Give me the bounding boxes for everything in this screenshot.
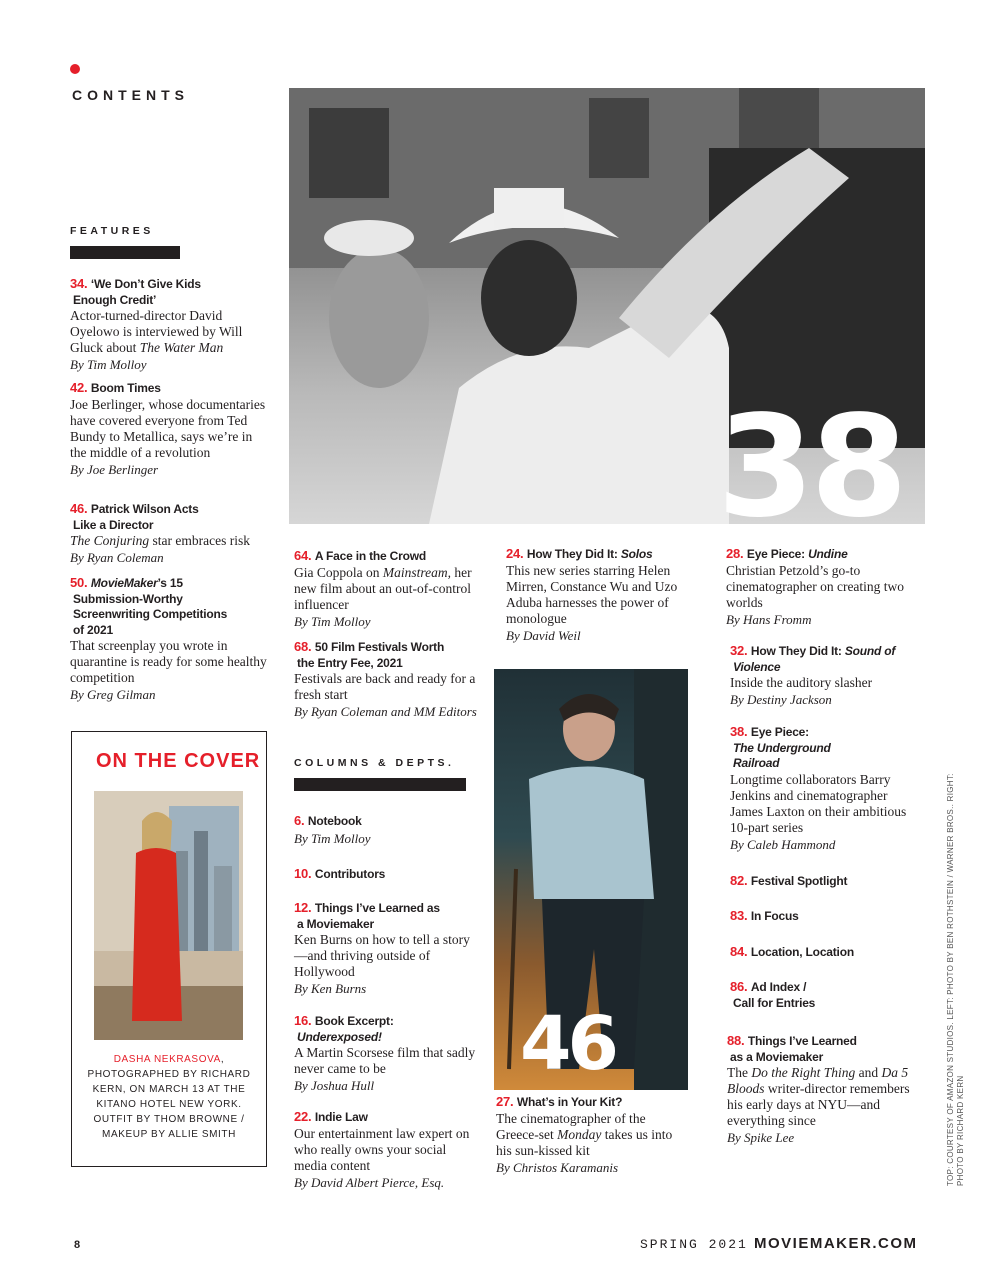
page-number-label: 46. bbox=[70, 501, 91, 516]
entry-title: How They Did It: Solos bbox=[526, 547, 653, 561]
entry-byline: By Greg Gilman bbox=[70, 687, 156, 702]
page-number-label: 50. bbox=[70, 575, 91, 590]
entry-title: Notebook bbox=[307, 814, 362, 828]
entry-byline: By David Albert Pierce, Esq. bbox=[294, 1174, 445, 1190]
entry-title: Book Excerpt: bbox=[314, 1014, 394, 1028]
dept-entry-88[interactable] bbox=[727, 1033, 917, 1146]
page-number-label: 32. bbox=[730, 643, 751, 658]
entry-title: Underexposed! bbox=[297, 1029, 382, 1044]
entry-title: Ad Index / bbox=[750, 980, 807, 994]
entry-byline: By Spike Lee bbox=[727, 1130, 795, 1145]
features-label: FEATURES bbox=[70, 225, 154, 237]
entry-byline: By Tim Molloy bbox=[294, 830, 371, 846]
entry-description: Christian Petzold’s go-to cinematographer on creating two worlds bbox=[726, 562, 905, 610]
entry-heading[interactable] bbox=[730, 908, 920, 925]
entry-title: What’s in Your Kit? bbox=[516, 1095, 623, 1109]
entry-byline: By Christos Karamanis bbox=[496, 1159, 619, 1175]
dept-entry-16[interactable] bbox=[294, 1013, 479, 1094]
dept-entry-6[interactable] bbox=[294, 813, 479, 847]
entry-description: Actor-turned-director David Oyelowo is interviewed by Will Gluck about The Water Man bbox=[70, 308, 243, 355]
page-number-label: 38. bbox=[730, 724, 751, 739]
cover-caption bbox=[82, 1052, 256, 1142]
page-number-label: 84. bbox=[730, 944, 751, 959]
entry-title: a Moviemaker bbox=[297, 916, 374, 931]
page-number: 8 bbox=[74, 1239, 81, 1251]
entry-heading[interactable] bbox=[730, 979, 920, 1011]
entry-heading[interactable] bbox=[70, 575, 270, 638]
page-number-label: 68. bbox=[294, 639, 315, 654]
entry-description: A Martin Scorsese film that sadly never came to be bbox=[294, 1045, 476, 1076]
entry-title: The Underground bbox=[733, 740, 831, 755]
entry-heading[interactable] bbox=[730, 643, 920, 675]
entry-title: Things I’ve Learned bbox=[747, 1034, 857, 1048]
entry-byline: By Hans Fromm bbox=[726, 611, 812, 627]
dept-entry-24[interactable] bbox=[506, 546, 696, 644]
entry-description: Longtime collaborators Barry Jenkins and cinematographer James Laxton on their ambitious 10-part series bbox=[730, 771, 907, 835]
entry-title: Patrick Wilson Acts bbox=[90, 502, 199, 516]
feature-photo-top[interactable] bbox=[289, 88, 925, 524]
entry-heading[interactable] bbox=[70, 380, 270, 397]
entry-title: ‘We Don’t Give Kids bbox=[90, 277, 201, 291]
entry-description: Gia Coppola on Mainstream, her new film about an out-of-control influencer bbox=[294, 564, 472, 612]
page-title: CONTENTS bbox=[72, 87, 189, 103]
page-number-label: 16. bbox=[294, 1013, 315, 1028]
entry-description: That screenplay you wrote in quarantine is ready for some healthy competition bbox=[70, 638, 267, 685]
entry-title: In Focus bbox=[750, 909, 799, 923]
page-number-label: 82. bbox=[730, 873, 751, 888]
page-number-label: 12. bbox=[294, 900, 315, 915]
entry-title: Contributors bbox=[314, 867, 386, 881]
entry-heading[interactable] bbox=[294, 813, 479, 830]
dept-entry-82[interactable] bbox=[730, 873, 920, 890]
entry-heading[interactable] bbox=[294, 900, 479, 932]
columns-bar bbox=[294, 778, 466, 791]
entry-byline: By Tim Molloy bbox=[70, 357, 147, 372]
entry-title: the Entry Fee, 2021 bbox=[297, 655, 403, 670]
entry-heading[interactable] bbox=[294, 866, 479, 883]
dept-entry-27[interactable] bbox=[496, 1094, 691, 1176]
entry-description: Ken Burns on how to tell a story—and thriving outside of Hollywood bbox=[294, 932, 470, 979]
site-link[interactable]: MOVIEMAKER.COM bbox=[754, 1235, 918, 1252]
page-number-label: 6. bbox=[294, 813, 308, 828]
on-the-cover-box bbox=[71, 731, 267, 1167]
entry-title: Location, Location bbox=[750, 945, 854, 959]
entry-byline: By Ryan Coleman and MM Editors bbox=[294, 704, 477, 719]
feature-entry-64[interactable] bbox=[294, 548, 479, 630]
entry-title: Call for Entries bbox=[733, 995, 816, 1010]
feature-entry-34[interactable] bbox=[70, 276, 270, 373]
feature-photo-middle[interactable] bbox=[494, 669, 688, 1090]
page-number-label: 10. bbox=[294, 866, 315, 881]
entry-description: Joe Berlinger, whose documentaries have covered everyone from Ted Bundy to Metallica, says we’re in the middle of a revolution bbox=[70, 396, 266, 460]
page-number-label: 42. bbox=[70, 380, 91, 395]
page-number-label: 27. bbox=[496, 1094, 517, 1109]
entry-heading[interactable] bbox=[496, 1094, 691, 1111]
entry-heading[interactable] bbox=[294, 1109, 479, 1126]
feature-entry-50[interactable] bbox=[70, 575, 270, 703]
entry-description: Our entertainment law expert on who really owns your social media content bbox=[294, 1125, 470, 1173]
entry-heading[interactable] bbox=[730, 944, 920, 961]
page-number-label: 88. bbox=[727, 1033, 748, 1048]
entry-byline: By Caleb Hammond bbox=[730, 836, 836, 852]
entry-byline: By Destiny Jackson bbox=[730, 692, 832, 707]
cover-title: ON THE COVER bbox=[96, 750, 261, 772]
page-number-label: 24. bbox=[506, 546, 527, 561]
entry-title: A Face in the Crowd bbox=[314, 549, 426, 563]
entry-title: Eye Piece: Undine bbox=[746, 547, 848, 561]
entry-heading[interactable] bbox=[727, 1033, 917, 1065]
entry-title: Indie Law bbox=[314, 1110, 368, 1124]
entry-heading[interactable] bbox=[294, 548, 479, 565]
entry-title: Like a Director bbox=[73, 517, 154, 532]
entry-byline: By Joe Berlinger bbox=[70, 461, 159, 477]
red-dot-icon bbox=[70, 64, 80, 74]
dept-entry-32[interactable] bbox=[730, 643, 920, 708]
entry-title: of 2021 bbox=[73, 622, 113, 637]
features-bar bbox=[70, 246, 180, 259]
entry-title: as a Moviemaker bbox=[730, 1049, 824, 1064]
entry-byline: By Tim Molloy bbox=[294, 613, 371, 629]
entry-heading[interactable] bbox=[294, 639, 479, 671]
dept-entry-86[interactable] bbox=[730, 979, 920, 1011]
dept-entry-38[interactable] bbox=[730, 724, 920, 853]
dept-entry-12[interactable] bbox=[294, 900, 479, 997]
cover-photo-illustration bbox=[94, 791, 243, 1040]
entry-title: MovieMaker’s 15 bbox=[90, 576, 183, 590]
entry-heading[interactable] bbox=[506, 546, 696, 563]
entry-title: Things I’ve Learned as bbox=[314, 901, 440, 915]
feature-entry-68[interactable] bbox=[294, 639, 479, 720]
entry-title: Enough Credit’ bbox=[73, 292, 157, 307]
page-number-label: 83. bbox=[730, 908, 751, 923]
page-number-label: 64. bbox=[294, 548, 315, 563]
entry-heading[interactable] bbox=[294, 1013, 479, 1045]
cover-model-name: DASHA NEKRASOVA bbox=[113, 1054, 221, 1065]
feature-entry-42[interactable] bbox=[70, 380, 270, 478]
page-number-label: 28. bbox=[726, 546, 747, 561]
entry-description: The Do the Right Thing and Da 5 Bloods writer-director remembers his early days at NYU—and everything since bbox=[727, 1065, 910, 1128]
cover-caption-text: , PHOTOGRAPHED BY RICHARD KERN, ON MARCH 13 AT THE KITANO HOTEL NEW YORK. OUTFIT BY THOM BROWNE / MAKEUP BY ALLIE SMITH bbox=[87, 1054, 251, 1140]
entry-description: Festivals are back and ready for a fresh start bbox=[294, 671, 476, 702]
entry-title: Submission-Worthy bbox=[73, 591, 183, 606]
entry-byline: By Joshua Hull bbox=[294, 1078, 375, 1093]
dept-entry-84[interactable] bbox=[730, 944, 920, 961]
page-ref-38: 38 bbox=[717, 386, 904, 524]
issue-label: SPRING 2021 bbox=[640, 1237, 748, 1252]
entry-heading[interactable] bbox=[730, 873, 920, 890]
cover-photo[interactable] bbox=[94, 791, 243, 1040]
page-number-label: 22. bbox=[294, 1109, 315, 1124]
dept-entry-28[interactable] bbox=[726, 546, 916, 628]
dept-entry-10[interactable] bbox=[294, 866, 479, 883]
entry-byline: By Ken Burns bbox=[294, 981, 367, 996]
columns-label: COLUMNS & DEPTS. bbox=[294, 757, 455, 769]
entry-description: The cinematographer of the Greece-set Monday takes us into his sun-kissed kit bbox=[496, 1110, 673, 1158]
entry-heading[interactable] bbox=[726, 546, 916, 563]
photo-credit-line-2: PHOTO BY RICHARD KERN bbox=[956, 1075, 965, 1186]
dept-entry-83[interactable] bbox=[730, 908, 920, 925]
entry-title: Eye Piece: bbox=[750, 725, 809, 739]
entry-title: Festival Spotlight bbox=[750, 874, 848, 888]
entry-description: This new series starring Helen Mirren, Constance Wu and Uzo Aduba harnesses the power of monologue bbox=[506, 562, 678, 626]
photo-credit-line-1: TOP: COURTESY OF AMAZON STUDIOS. LEFT: PHOTO BY BEN ROTHSTEIN / WARNER BROS.. RIGHT: bbox=[946, 773, 955, 1186]
entry-title: Railroad bbox=[733, 756, 780, 770]
entry-title: How They Did It: Sound of bbox=[750, 644, 896, 658]
entry-title: Violence bbox=[733, 659, 781, 674]
entry-description: The Conjuring star embraces risk bbox=[70, 533, 250, 548]
entry-byline: By Ryan Coleman bbox=[70, 550, 164, 565]
page-number-label: 34. bbox=[70, 276, 91, 291]
page-ref-46: 46 bbox=[520, 1001, 615, 1087]
dept-entry-22[interactable] bbox=[294, 1109, 479, 1191]
entry-byline: By David Weil bbox=[506, 627, 581, 643]
entry-title: Screenwriting Competitions bbox=[73, 607, 228, 621]
entry-title: 50 Film Festivals Worth bbox=[314, 640, 445, 654]
feature-entry-46[interactable] bbox=[70, 501, 270, 566]
entry-title: Boom Times bbox=[90, 381, 161, 395]
entry-description: Inside the auditory slasher bbox=[730, 675, 873, 690]
entry-heading[interactable] bbox=[730, 724, 920, 772]
entry-heading[interactable] bbox=[70, 501, 270, 533]
entry-heading[interactable] bbox=[70, 276, 270, 308]
photo-credits bbox=[946, 773, 966, 1186]
page-number-label: 86. bbox=[730, 979, 751, 994]
